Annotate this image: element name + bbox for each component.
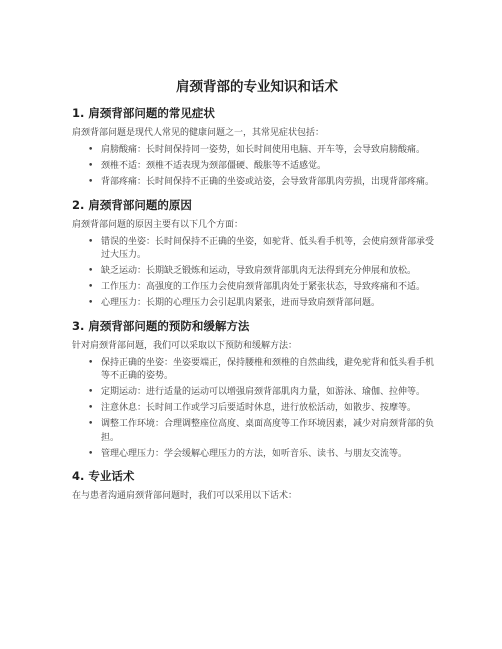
list-item-text: 心理压力：长期的心理压力会引起肌肉紧张，进而导致肩颈背部问题。 xyxy=(101,298,381,308)
section-intro: 针对肩颈背部问题，我们可以采取以下预防和缓解方法： xyxy=(72,340,298,351)
section-symptoms xyxy=(72,106,442,190)
list-item-text: 肩膀酸痛：长时间保持同一姿势，如长时间使用电脑、开车等，会导致肩膀酸痛。 xyxy=(101,145,426,155)
section-intro: 肩颈背部问题的原因主要有以下几个方面： xyxy=(72,219,244,230)
section-causes xyxy=(72,198,442,311)
bullet-icon: • xyxy=(88,448,94,459)
list-item xyxy=(72,265,442,279)
bullet-icon: • xyxy=(88,161,94,171)
section-heading: 3. 肩颈背部问题的预防和缓解方法 xyxy=(72,318,250,333)
list-item-text: 工作压力：高强度的工作压力会使肩颈背部肌肉处于紧张状态，导致疼痛和不适。 xyxy=(101,282,426,292)
list-item xyxy=(72,448,442,462)
list-item xyxy=(72,357,442,384)
list-item xyxy=(72,418,442,445)
list-item xyxy=(72,176,442,190)
list-item-text: 管理心理压力：学会缓解心理压力的方法，如听音乐、读书、与朋友交流等。 xyxy=(101,448,408,459)
bullet-icon: • xyxy=(88,403,94,413)
section-heading: 1. 肩颈背部问题的常见症状 xyxy=(72,106,215,120)
bullet-icon: • xyxy=(88,357,94,368)
list-item xyxy=(72,281,442,295)
list-item xyxy=(72,402,442,416)
bullet-icon: • xyxy=(88,266,94,276)
list-item-text: 调整工作环境：合理调整座位高度、桌面高度等工作环境因素，减少对肩颈背部的负担。 xyxy=(101,419,435,443)
bullet-icon: • xyxy=(88,387,94,397)
bullet-icon: • xyxy=(88,177,94,187)
bullet-list xyxy=(72,236,442,311)
list-item-text: 错误的坐姿：长时间保持不正确的坐姿，如驼背、低头看手机等，会使肩颈背部承受过大压力。 xyxy=(101,236,435,260)
bullet-icon: • xyxy=(88,298,94,308)
bullet-icon: • xyxy=(88,145,94,155)
list-item-text: 注意休息：长时间工作或学习后要适时休息，进行放松活动，如散步、按摩等。 xyxy=(101,403,417,413)
bullet-icon: • xyxy=(88,419,94,429)
document-title: 肩颈背部的专业知识和话术 xyxy=(176,79,338,95)
list-item xyxy=(72,297,442,311)
list-item xyxy=(72,236,442,263)
bullet-list xyxy=(72,357,442,462)
section-intro: 在与患者沟通肩颈背部问题时，我们可以采用以下话术： xyxy=(72,491,298,501)
list-item xyxy=(72,386,442,400)
list-item xyxy=(72,144,442,158)
section-prevention xyxy=(72,319,442,462)
bullet-icon: • xyxy=(88,236,94,247)
bullet-list xyxy=(72,144,442,190)
list-item-text: 颈椎不适：颈椎不适表现为颈部僵硬、酸胀等不适感觉。 xyxy=(101,161,327,171)
list-item-text: 背部疼痛：长时间保持不正确的坐姿或站姿，会导致背部肌肉劳损，出现背部疼痛。 xyxy=(101,177,435,187)
section-heading: 2. 肩颈背部问题的原因 xyxy=(72,197,192,212)
section-professional-scripts xyxy=(72,469,442,503)
list-item-text: 定期运动：进行适量的运动可以增强肩颈背部肌肉力量，如游泳、瑜伽、拉伸等。 xyxy=(101,387,426,397)
section-heading: 4. 专业话术 xyxy=(72,469,135,483)
list-item xyxy=(72,160,442,174)
list-item-text: 缺乏运动：长期缺乏锻炼和运动，导致肩颈背部肌肉无法得到充分伸展和放松。 xyxy=(101,266,417,276)
section-intro: 肩颈背部问题是现代人常见的健康问题之一，其常见症状包括： xyxy=(72,128,325,138)
bullet-icon: • xyxy=(88,282,94,292)
list-item-text: 保持正确的坐姿：坐姿要端正，保持腰椎和颈椎的自然曲线，避免驼背和低头看手机等不正确的姿势。 xyxy=(101,357,435,381)
